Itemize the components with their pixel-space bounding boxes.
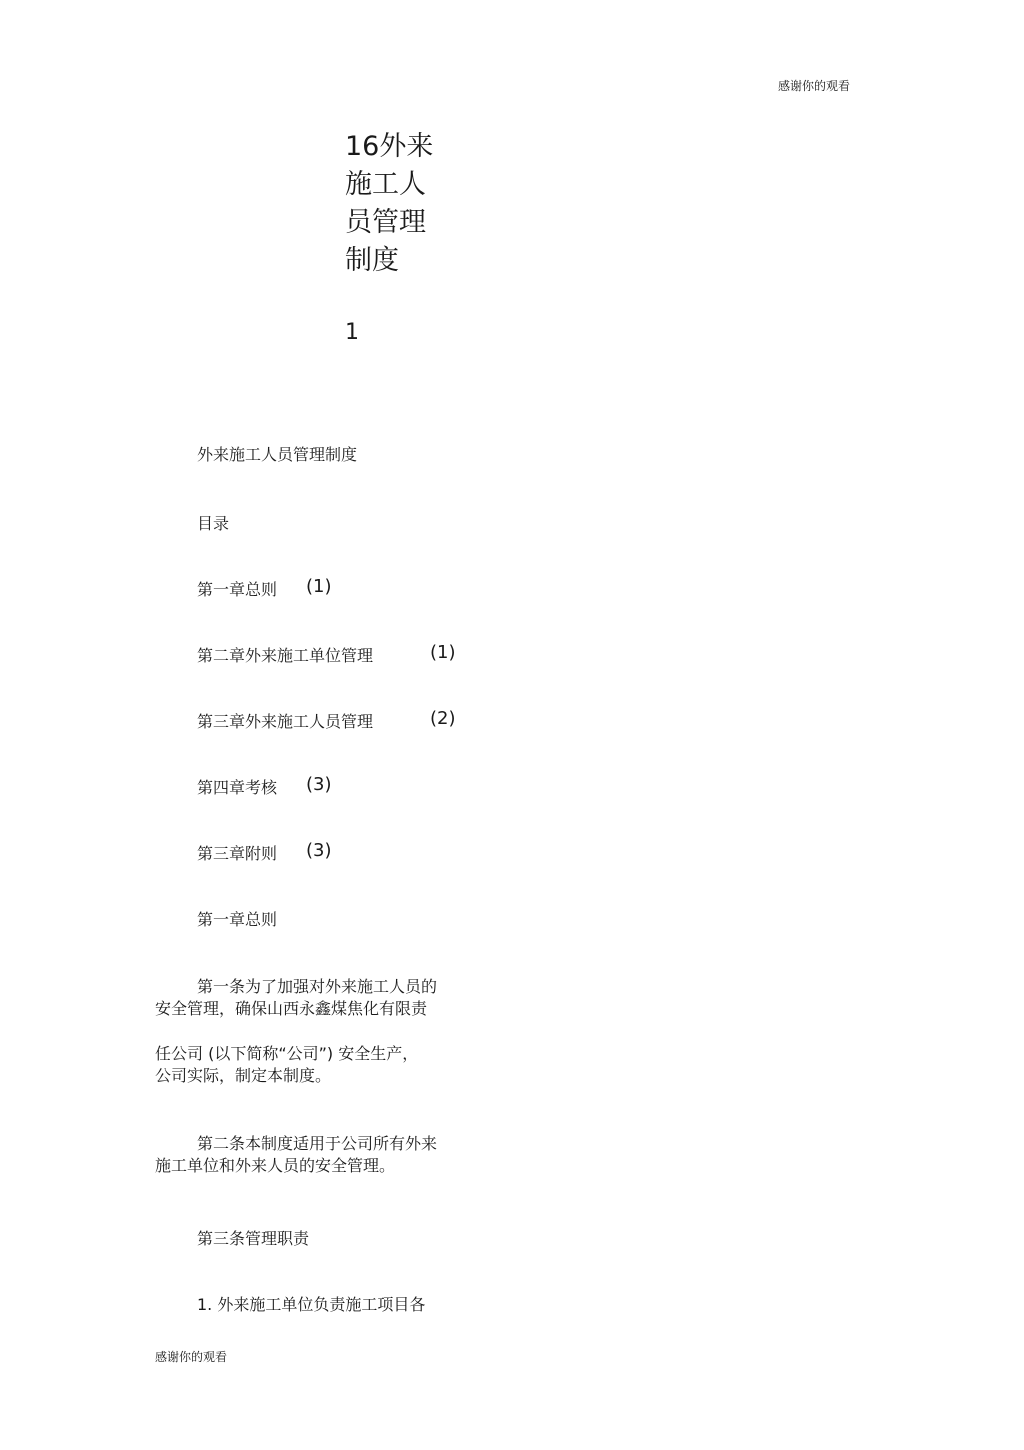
article3-title: 第三条管理职责 xyxy=(197,1229,310,1248)
document-name: 外来施工人员管理制度 xyxy=(197,445,358,464)
toc-item-label: 第一章总则 xyxy=(197,580,278,599)
article1-line2: 安全管理，确保山西永鑫煤焦化有限责 xyxy=(155,999,428,1018)
page-header-note: 感谢你的观看 xyxy=(778,79,851,93)
toc-item-page: (3) xyxy=(306,774,332,795)
article1-line1: 第一条为了加强对外来施工人员的 xyxy=(197,977,438,996)
article1-line4: 公司实际，制定本制度。 xyxy=(155,1066,332,1085)
toc-item-page: (2) xyxy=(430,708,456,729)
toc-item-label: 第四章考核 xyxy=(197,778,278,797)
page-footer-note: 感谢你的观看 xyxy=(155,1350,228,1364)
toc-item-label: 第三章附则 xyxy=(197,844,278,863)
chapter1-title: 第一章总则 xyxy=(197,910,278,929)
article3-item1: 1. 外来施工单位负责施工项目各 xyxy=(197,1295,426,1314)
toc-item-page: (1) xyxy=(430,642,456,663)
article2-line1: 第二条本制度适用于公司所有外来 xyxy=(197,1134,438,1153)
cover-number: 1 xyxy=(345,320,359,345)
toc-item-label: 第三章外来施工人员管理 xyxy=(197,712,374,731)
cover-title: 16外来施工人员管理制度 xyxy=(345,131,434,276)
toc-item-page: (1) xyxy=(306,576,332,597)
article1-line3: 任公司 (以下简称“公司”) 安全生产， xyxy=(155,1044,419,1063)
article2-line2: 施工单位和外来人员的安全管理。 xyxy=(155,1156,396,1175)
toc-heading: 目录 xyxy=(197,514,230,533)
toc-item-label: 第二章外来施工单位管理 xyxy=(197,646,374,665)
toc-item-page: (3) xyxy=(306,840,332,861)
